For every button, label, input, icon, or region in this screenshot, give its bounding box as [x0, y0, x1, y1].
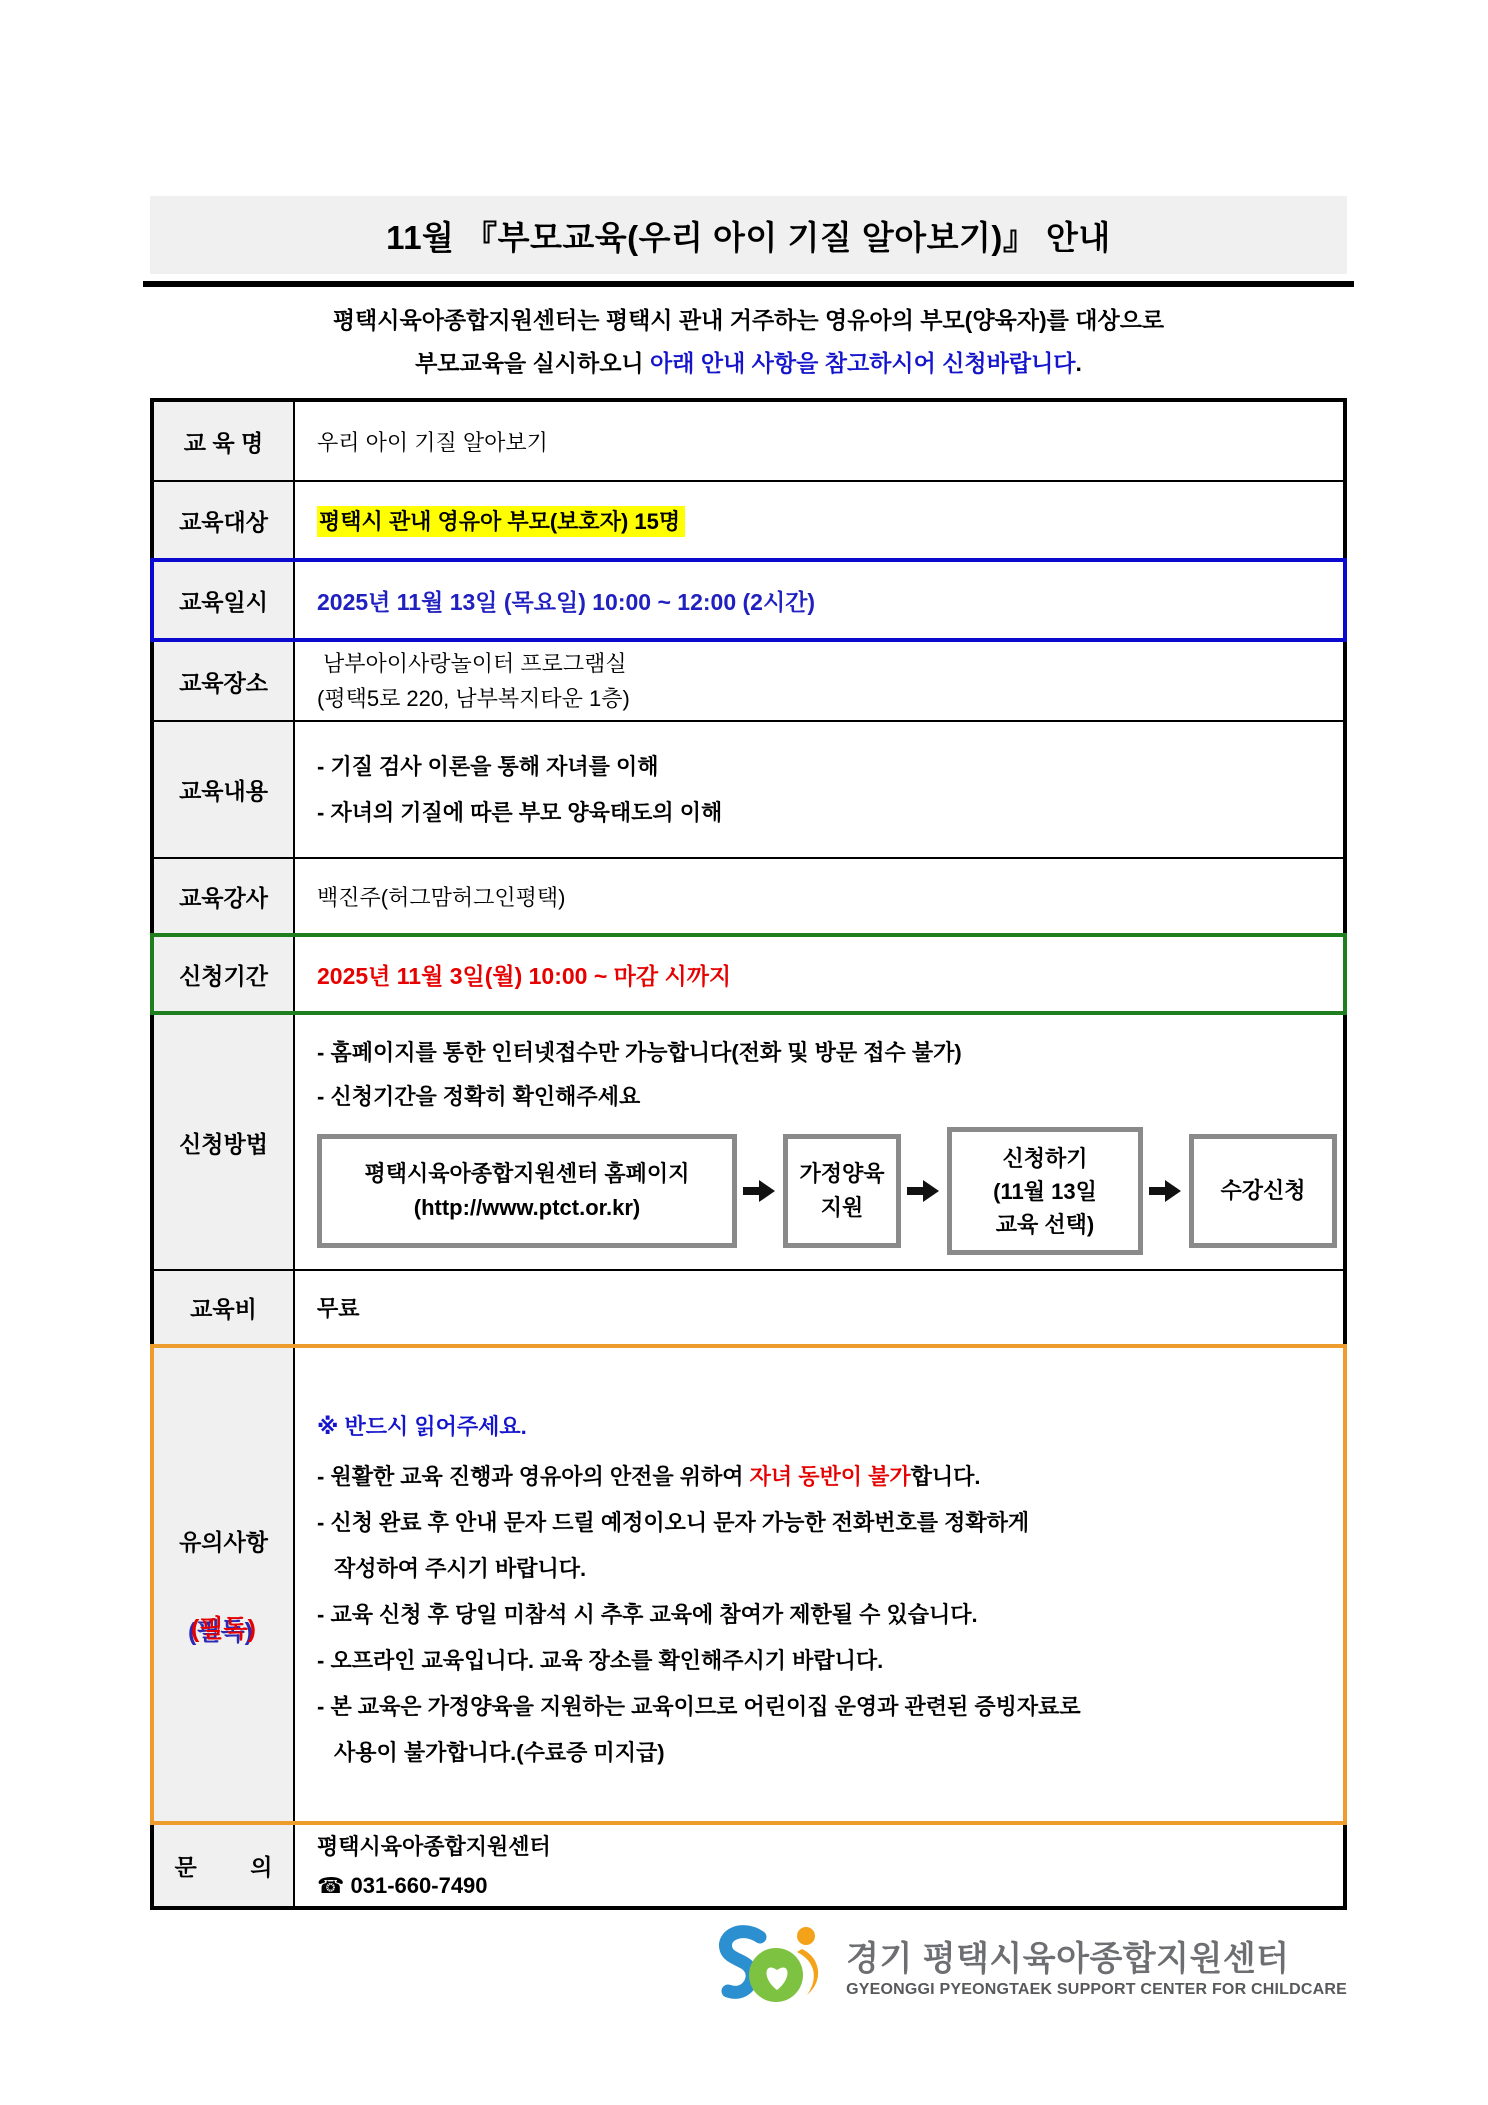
intro-line2-highlight: 아래 안내 사항을 참고하시어 신청바랍니다: [650, 350, 1076, 376]
flow-step1-line1: 평택시육아종합지원센터 홈페이지: [364, 1161, 690, 1186]
table-row-fee: [152, 1270, 1345, 1346]
table-row-place: [152, 640, 1345, 721]
datetime-label: 교육일시: [152, 560, 294, 640]
inquiry-value-cell: [294, 1823, 1345, 1908]
flow-step1-line2: (http://www.ptct.or.kr): [413, 1195, 641, 1220]
notes-value-cell: [294, 1346, 1345, 1823]
notes-heading: ※ 반드시 읽어주세요.: [317, 1413, 527, 1439]
center-logo: [150, 1923, 1347, 2016]
inquiry-center-name: 평택시육아종합지원센터: [317, 1833, 551, 1859]
document-content: [150, 196, 1347, 1910]
instructor-label: 교육강사: [152, 858, 294, 935]
period-label: 신청기간: [152, 935, 294, 1013]
content-line1: - 기질 검사 이론을 통해 자녀를 이해: [317, 753, 659, 779]
method-bullet1: - 홈페이지를 통한 인터넷접수만 가능합니다(전화 및 방문 접수 불가): [317, 1040, 962, 1065]
note-item-2-cont: 작성하여 주시기 바랍니다.: [334, 1555, 587, 1581]
note-item-5-cont: 사용이 불가합니다.(수료증 미지급): [334, 1739, 665, 1765]
datetime-value: 2025년 11월 13일 (목요일) 10:00 ~ 12:00 (2시간): [294, 560, 1345, 640]
flow-step3-line2: (11월 13일: [993, 1178, 1097, 1204]
target-label: 교육대상: [152, 481, 294, 560]
page-title-text: 11월 『부모교육(우리 아이 기질 알아보기)』 안내: [386, 218, 1111, 256]
flow-step2-line2: 지원: [820, 1195, 864, 1220]
note-item-1: [317, 1454, 1333, 1500]
flow-step-homepage: [317, 1134, 737, 1248]
note1-red-text: 자녀 동반이 불가: [749, 1463, 911, 1489]
note-item-2: - 신청 완료 후 안내 문자 드릴 예정이오니 문자 가능한 전화번호를 정확하게: [317, 1509, 1030, 1535]
table-row-edu-name: [152, 400, 1345, 481]
fee-label: 교육비: [152, 1270, 294, 1346]
center-logo-mark-icon: [718, 1923, 834, 2016]
page-title: [150, 196, 1347, 274]
program-info-table: [150, 398, 1347, 1910]
inquiry-label-left: 문: [174, 1854, 197, 1880]
place-line1: 남부아이사랑놀이터 프로그램실: [323, 651, 627, 676]
flow-step3-line3: 교육 선택): [995, 1211, 1095, 1237]
intro-line2-prefix: 부모교육을 실시하오니: [415, 350, 651, 376]
flow-step2-line1: 가정양육: [799, 1161, 885, 1186]
arrow-right-icon: [1149, 1178, 1183, 1204]
method-bullet2: - 신청기간을 정확히 확인해주세요: [317, 1084, 641, 1109]
content-value-cell: [294, 721, 1345, 858]
note-item-3: - 교육 신청 후 당일 미참석 시 추후 교육에 참여가 제한될 수 있습니다.: [317, 1601, 978, 1627]
table-row-instructor: [152, 858, 1345, 935]
arrow-right-icon: [743, 1178, 777, 1204]
place-line2: (평택5로 220, 남부복지타운 1층): [317, 686, 630, 711]
center-logo-text: [846, 1940, 1347, 1999]
table-row-content: [152, 721, 1345, 858]
place-label: 교육장소: [152, 640, 294, 721]
edu-name-value: 우리 아이 기질 알아보기: [294, 400, 1345, 481]
center-logo-english-name: GYEONGGI PYEONGTAEK SUPPORT CENTER FOR CHILDCARE: [846, 1981, 1347, 1998]
flow-step-enroll: [1189, 1134, 1337, 1248]
flow-step-apply: [947, 1127, 1143, 1255]
inquiry-phone: ☎ 031-660-7490: [317, 1872, 488, 1898]
flow-step3-line1: 신청하기: [1002, 1145, 1088, 1171]
instructor-value: 백진주(허그맘허그인평택): [294, 858, 1345, 935]
content-line2: - 자녀의 기질에 따른 부모 양육태도의 이해: [317, 799, 723, 825]
table-row-notes: [152, 1346, 1345, 1823]
note1-prefix: - 원활한 교육 진행과 영유아의 안전을 위하여: [317, 1463, 750, 1489]
notes-label: 유의사항: [179, 1529, 268, 1555]
method-bullets: [317, 1031, 1343, 1119]
notes-label-cell: [152, 1346, 294, 1823]
target-value-highlighted: 평택시 관내 영유아 부모(보호자) 15명: [317, 506, 685, 537]
center-logo-korean-name: 경기 평택시육아종합지원센터: [846, 1940, 1290, 1978]
method-label: 신청방법: [152, 1013, 294, 1270]
table-row-period: [152, 935, 1345, 1013]
note-item-5: - 본 교육은 가정양육을 지원하는 교육이므로 어린이집 운영과 관련된 증빙자료로: [317, 1693, 1081, 1719]
intro-line1: 평택시육아종합지원센터는 평택시 관내 거주하는 영유아의 부모(양육자)를 대상으로: [332, 307, 1165, 333]
intro-line2-suffix: .: [1075, 350, 1082, 376]
inquiry-label-cell: [152, 1823, 294, 1908]
flow-step-menu: [783, 1134, 901, 1248]
flow-step4-line1: 수강신청: [1220, 1178, 1306, 1203]
table-row-inquiry: [152, 1823, 1345, 1908]
table-row-method: [152, 1013, 1345, 1270]
method-value-cell: [294, 1013, 1345, 1270]
title-divider: [143, 281, 1354, 287]
note1-suffix: 합니다.: [910, 1463, 981, 1489]
arrow-right-icon: [907, 1178, 941, 1204]
application-flow: [317, 1127, 1343, 1255]
note-item-4: - 오프라인 교육입니다. 교육 장소를 확인해주시기 바랍니다.: [317, 1647, 884, 1673]
edu-name-label: 교 육 명: [152, 400, 294, 481]
content-label: 교육내용: [152, 721, 294, 858]
target-value-cell: [294, 481, 1345, 560]
table-row-datetime: [152, 560, 1345, 640]
period-value: 2025년 11월 3일(월) 10:00 ~ 마감 시까지: [294, 935, 1345, 1013]
inquiry-label-right: 의: [250, 1854, 273, 1880]
fee-value: 무료: [294, 1270, 1345, 1346]
place-value-cell: [294, 640, 1345, 721]
notes-sublabel-required: (필독): [191, 1615, 256, 1643]
table-row-target: [152, 481, 1345, 560]
intro-paragraph: [150, 299, 1347, 385]
